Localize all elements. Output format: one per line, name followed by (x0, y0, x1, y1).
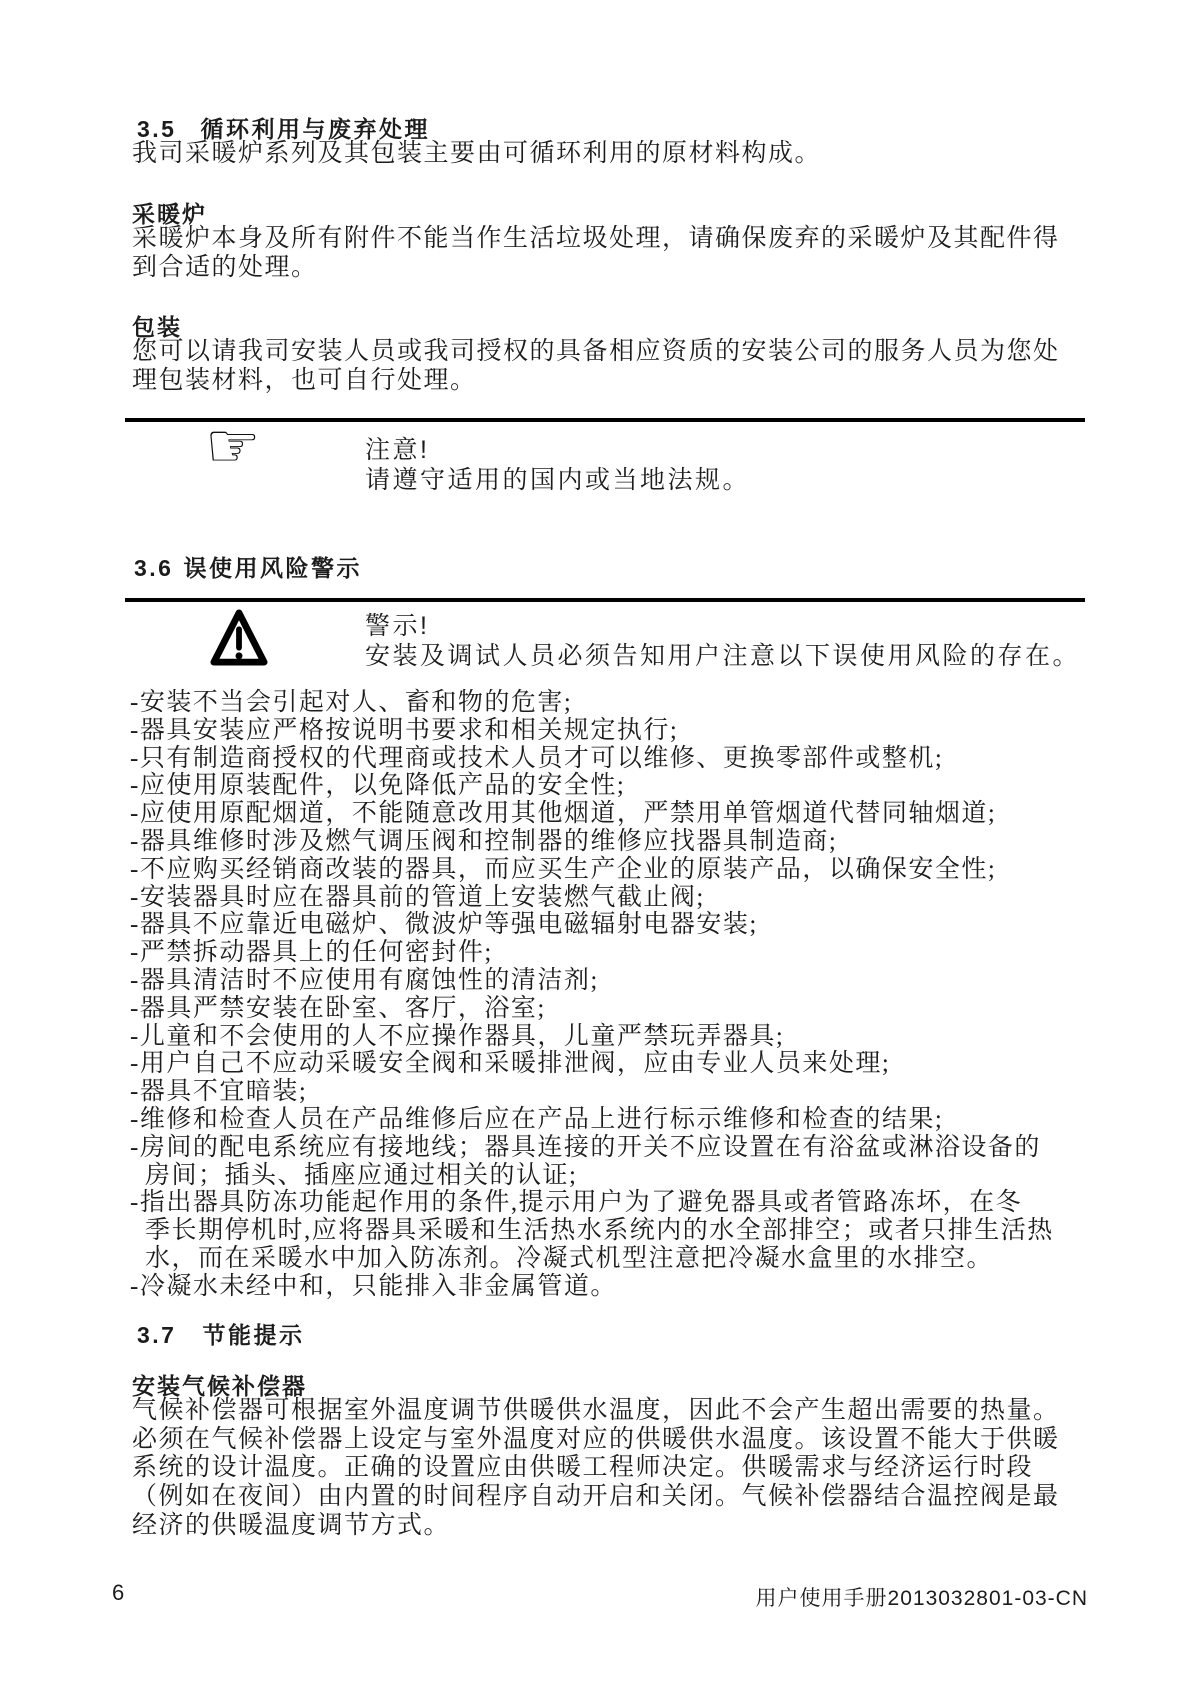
text-line: -冷凝水未经中和，只能排入非金属管道。 (130, 1272, 617, 1300)
text-line: 必须在气候补偿器上设定与室外温度对应的供暖供水温度。该设置不能大于供暖 (132, 1425, 1060, 1453)
text-line: -只有制造商授权的代理商或技术人员才可以维修、更换零部件或整机; (130, 744, 944, 772)
section-3-6-heading (134, 550, 362, 583)
furnace-paragraph (132, 224, 1060, 282)
text-line: -器具清洁时不应使用有腐蚀性的清洁剂; (130, 966, 599, 994)
recycling-intro-text: 我司采暖炉系列及其包装主要由可循环利用的原材料构成。 (132, 140, 822, 167)
text-line: -安装器具时应在器具前的管道上安装燃气截止阀; (130, 883, 705, 911)
divider-rule-warning (125, 598, 1085, 602)
packaging-subheading: 包装 (132, 314, 182, 340)
warning-triangle-icon (210, 608, 268, 673)
section-3-7-number: 3.7 (137, 1322, 177, 1348)
section-3-5-title: 循环利用与废弃处理 (200, 116, 430, 142)
text-line: -应使用原装配件，以免降低产品的安全性; (130, 772, 626, 800)
risk-list (130, 689, 1120, 1301)
text-line: 经济的供暖温度调节方式。 (132, 1511, 451, 1539)
section-3-5-number: 3.5 (137, 116, 177, 142)
note-title: 注意! (365, 436, 430, 464)
text-line: -器具安装应严格按说明书要求和相关规定执行; (130, 716, 679, 744)
pointing-hand-icon: ☞ (205, 409, 261, 482)
text-line: -维修和检查人员在产品维修后应在产品上进行标示维修和检查的结果; (130, 1105, 944, 1133)
note-body: 请遵守适用的国内或当地法规。 (365, 466, 751, 494)
climate-compensator-subheading: 安装气候补偿器 (132, 1373, 307, 1399)
furnace-subheading: 采暖炉 (132, 201, 207, 227)
text-line: 系统的设计温度。正确的设置应由供暖工程师决定。供暖需求与经济运行时段 (132, 1454, 1034, 1482)
section-3-7-heading (137, 1317, 304, 1350)
text-line: 理包装材料，也可自行处理。 (132, 367, 477, 394)
text-line: -房间的配电系统应有接地线；器具连接的开关不应设置在有浴盆或淋浴设备的 (130, 1133, 1041, 1161)
text-line: -器具维修时涉及燃气调压阀和控制器的维修应找器具制造商; (130, 827, 838, 855)
footer-page-number: 6 (112, 1580, 125, 1605)
text-line: 水，而在采暖水中加入防冻剂。冷凝式机型注意把冷凝水盒里的水排空。 (145, 1244, 994, 1272)
text-line: -指出器具防冻功能起作用的条件,提示用户为了避免器具或者管路冻坏，在冬 (130, 1189, 1023, 1217)
text-line: -严禁拆动器具上的任何密封件; (130, 939, 493, 967)
text-line: 房间；插头、插座应通过相关的认证; (145, 1161, 578, 1189)
warning-body: 安装及调试人员必须告知用户注意以下误使用风险的存在。 (365, 642, 1081, 670)
text-line: 采暖炉本身及所有附件不能当作生活垃圾处理，请确保废弃的采暖炉及其配件得 (132, 225, 1060, 252)
text-line: -应使用原配烟道，不能随意改用其他烟道，严禁用单管烟道代替同轴烟道; (130, 800, 997, 828)
footer-doc-ref: 用户使用手册2013032801-03-CN (755, 1587, 1088, 1610)
text-line: -用户自己不应动采暖安全阀和采暖排泄阀，应由专业人员来处理; (130, 1050, 891, 1078)
divider-rule-top (125, 418, 1085, 422)
text-line: -器具不应靠近电磁炉、微波炉等强电磁辐射电器安装; (130, 911, 758, 939)
text-line: -器具严禁安装在卧室、客厅，浴室; (130, 994, 546, 1022)
packaging-paragraph (132, 337, 1060, 395)
text-line: -儿童和不会使用的人不应操作器具，儿童严禁玩弄器具; (130, 1022, 785, 1050)
energy-saving-paragraph (132, 1397, 1060, 1541)
text-line: -器具不宜暗装; (130, 1078, 308, 1106)
section-3-6-title: 误使用风险警示 (183, 555, 362, 581)
text-line: 到合适的处理。 (132, 254, 318, 281)
text-line: 气候补偿器可根据室外温度调节供暖供水温度，因此不会产生超出需要的热量。 (132, 1397, 1060, 1424)
section-3-7-title: 节能提示 (202, 1322, 305, 1348)
text-line: 季长期停机时,应将器具采暖和生活热水系统内的水全部排空；或者只排生活热 (145, 1217, 1054, 1245)
section-3-6-number: 3.6 (134, 555, 174, 581)
text-line: -不应购买经销商改装的器具，而应买生产企业的原装产品，以确保安全性; (130, 855, 997, 883)
text-line: -安装不当会引起对人、畜和物的危害; (130, 689, 573, 716)
text-line: （例如在夜间）由内置的时间程序自动开启和关闭。气候补偿器结合温控阀是最 (132, 1483, 1060, 1511)
text-line: 您可以请我司安装人员或我司授权的具备相应资质的安装公司的服务人员为您处 (132, 338, 1060, 365)
warning-title: 警示! (365, 612, 430, 640)
